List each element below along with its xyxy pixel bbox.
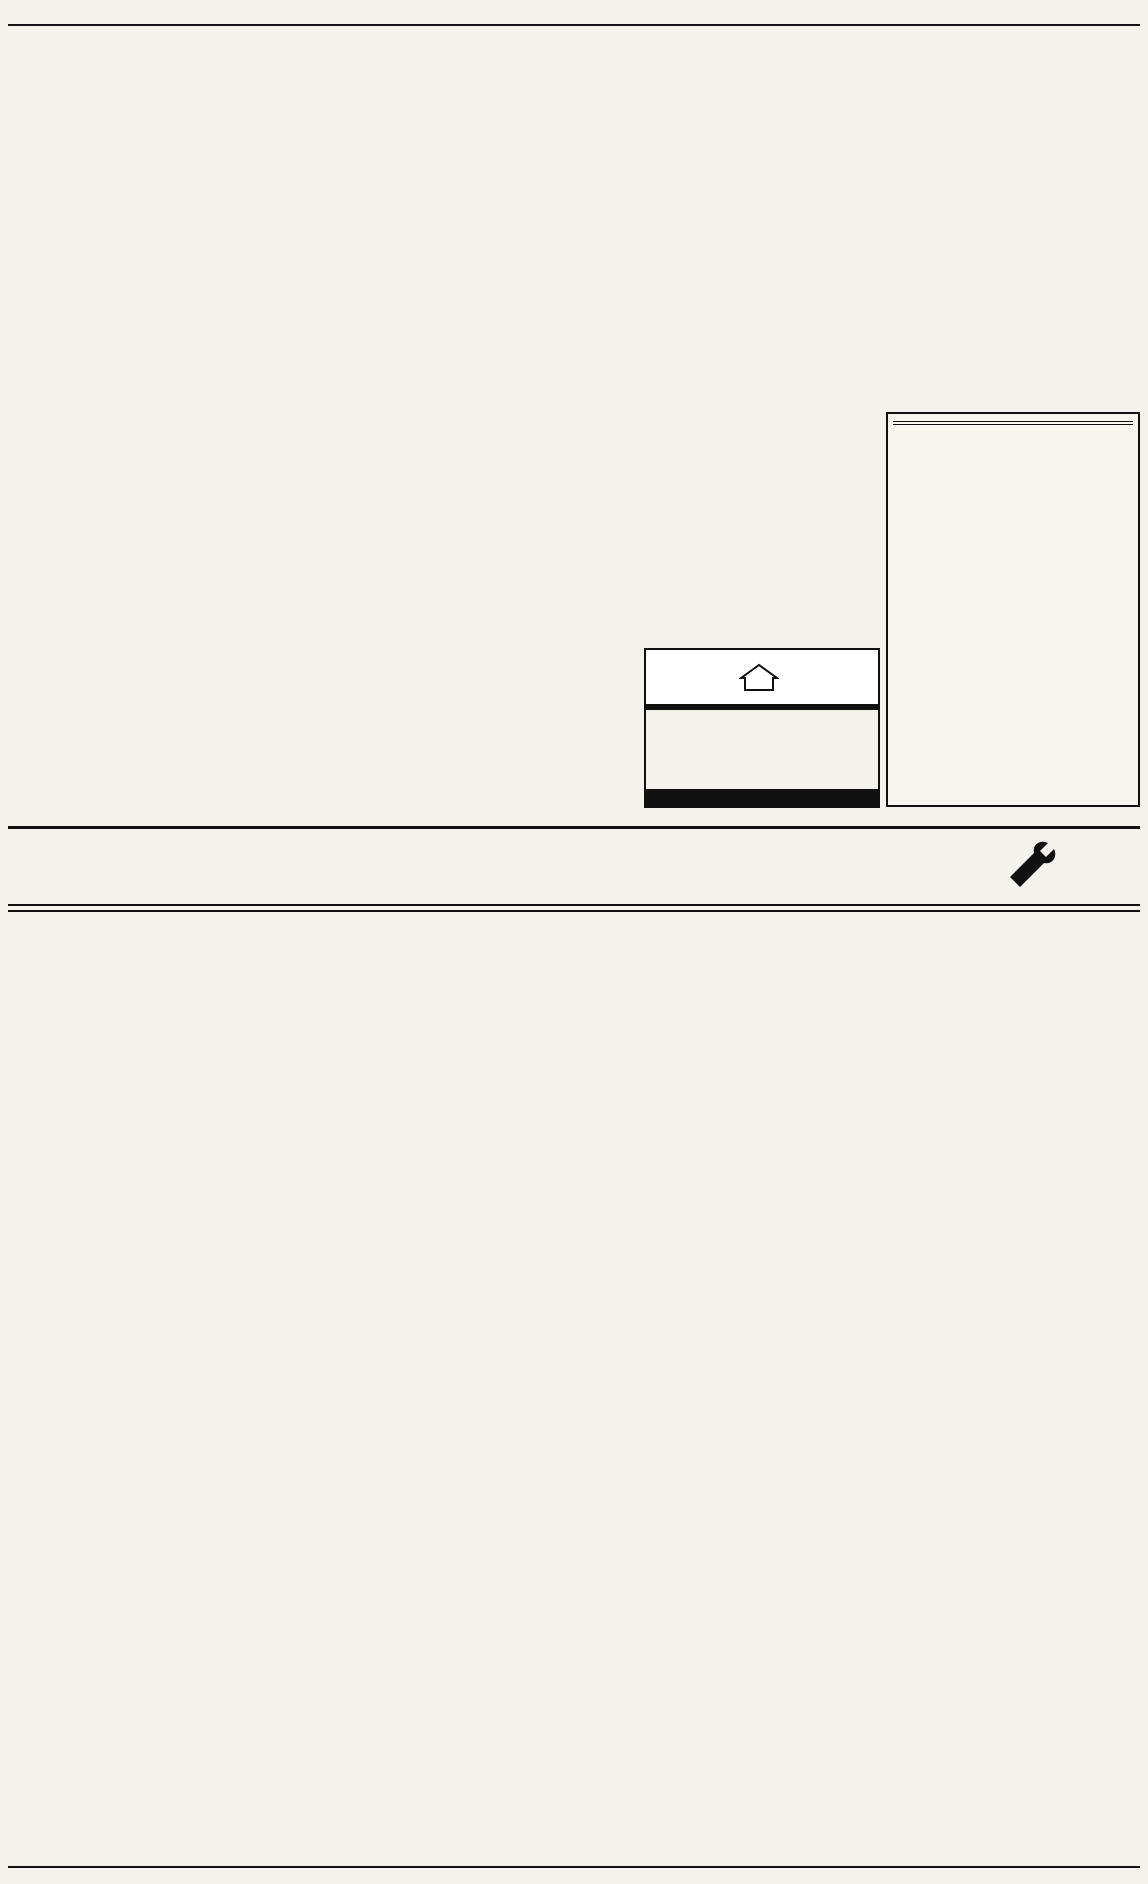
bloomfield-body bbox=[646, 710, 878, 770]
top-classified-columns bbox=[8, 30, 1140, 410]
header-rule bbox=[8, 24, 1140, 26]
deadlines-notice bbox=[8, 908, 1140, 912]
globe-interior-rentals-ad bbox=[886, 412, 1140, 807]
bloomfield-phones bbox=[646, 789, 878, 806]
page-header bbox=[0, 6, 1148, 22]
house-roof-icon bbox=[739, 662, 779, 692]
bloomfield-logo-area bbox=[646, 650, 878, 704]
home-service-guide-banner bbox=[8, 826, 1140, 906]
service-guide-columns bbox=[8, 928, 1140, 1862]
wrench-hand-icon bbox=[1004, 837, 1060, 893]
page-footer bbox=[8, 1866, 1140, 1870]
page-date bbox=[1094, 6, 1118, 18]
globe-section-header bbox=[893, 421, 1133, 425]
bloomfield-exteriors-ad bbox=[644, 648, 880, 808]
